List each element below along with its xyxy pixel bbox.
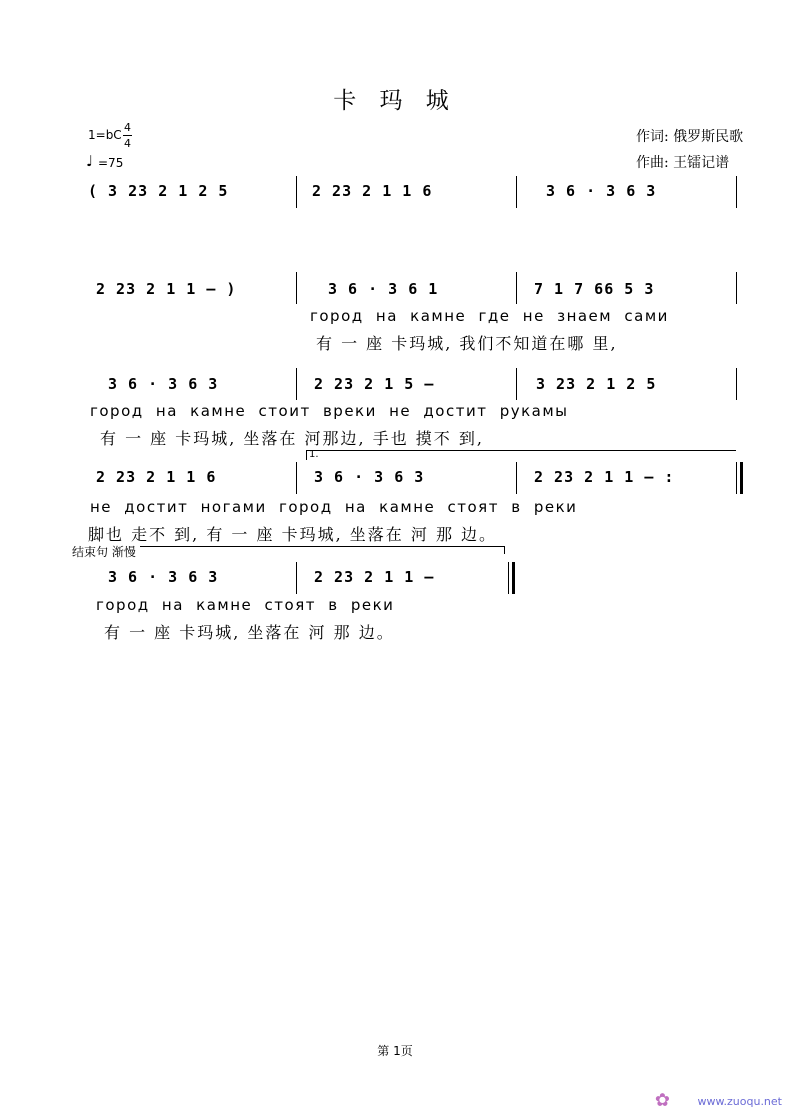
ending-bracket xyxy=(140,546,504,547)
volta-bracket-edge xyxy=(306,450,307,460)
time-signature-line xyxy=(123,135,132,136)
measure-11: 3 6 · 3 6 3 xyxy=(314,468,425,486)
site-watermark[interactable]: www.zuoqu.net xyxy=(697,1095,782,1108)
barline xyxy=(296,462,297,494)
barline xyxy=(516,368,517,400)
barline xyxy=(516,176,517,208)
time-signature-denominator: 4 xyxy=(124,137,131,150)
barline xyxy=(296,368,297,400)
volta-number: 1. xyxy=(309,449,319,460)
russian-lyrics: не достит ногами город на камне стоят в реки xyxy=(90,498,578,516)
barline xyxy=(516,272,517,304)
barline xyxy=(736,176,737,208)
measure-14: 2 23 2 1 1 – xyxy=(314,568,435,586)
repeat-barline-thick xyxy=(740,462,743,494)
measure-8: 2 23 2 1 5 – xyxy=(314,375,435,393)
barline xyxy=(736,272,737,304)
measure-1: ( 3 23 2 1 2 5 xyxy=(88,182,229,200)
quarter-note-icon: ♩ xyxy=(86,152,94,170)
final-barline-thin xyxy=(508,562,509,594)
measure-4: 2 23 2 1 1 – ) xyxy=(96,280,237,298)
measure-3: 3 6 · 3 6 3 xyxy=(546,182,657,200)
volta-bracket xyxy=(306,450,736,451)
composer-credit: 作曲: 王镭记谱 xyxy=(636,155,730,171)
barline xyxy=(736,368,737,400)
ending-bracket-edge xyxy=(504,546,505,554)
barline xyxy=(296,272,297,304)
measure-6: 7 1 7 66 5 3 xyxy=(534,280,655,298)
repeat-barline-thin xyxy=(736,462,737,494)
barline xyxy=(296,176,297,208)
measure-12: 2 23 2 1 1 – : xyxy=(534,468,675,486)
chinese-lyrics: 有 一 座 卡玛城, 我们不知道在哪 里, xyxy=(316,334,618,353)
measure-5: 3 6 · 3 6 1 xyxy=(328,280,439,298)
ending-label: 结束句 渐慢 xyxy=(72,545,136,559)
measure-2: 2 23 2 1 1 6 xyxy=(312,182,433,200)
russian-lyrics: город на камне где не знаем сами xyxy=(310,307,669,325)
key-signature: 1=bC xyxy=(88,128,122,142)
lyricist-credit: 作词: 俄罗斯民歌 xyxy=(636,129,744,145)
page-number: 第 1页 xyxy=(377,1044,413,1058)
chinese-lyrics: 脚也 走不 到, 有 一 座 卡玛城, 坐落在 河 那 边。 xyxy=(88,525,498,544)
measure-10: 2 23 2 1 1 6 xyxy=(96,468,217,486)
barline xyxy=(516,462,517,494)
time-signature-numerator: 4 xyxy=(124,121,131,134)
song-title: 卡 玛 城 xyxy=(333,88,457,114)
measure-13: 3 6 · 3 6 3 xyxy=(108,568,219,586)
final-barline-thick xyxy=(512,562,515,594)
russian-lyrics: город на камне стоят в реки xyxy=(96,596,395,614)
tempo-marking: =75 xyxy=(98,156,124,170)
chinese-lyrics: 有 一 座 卡玛城, 坐落在 河 那 边。 xyxy=(104,623,395,642)
flower-logo-icon: ✿ xyxy=(654,1090,670,1111)
russian-lyrics: город на камне стоит вреки не достит рукамы xyxy=(90,402,569,420)
measure-9: 3 23 2 1 2 5 xyxy=(536,375,657,393)
chinese-lyrics: 有 一 座 卡玛城, 坐落在 河那边, 手也 摸不 到, xyxy=(100,429,484,448)
barline xyxy=(296,562,297,594)
measure-7: 3 6 · 3 6 3 xyxy=(108,375,219,393)
